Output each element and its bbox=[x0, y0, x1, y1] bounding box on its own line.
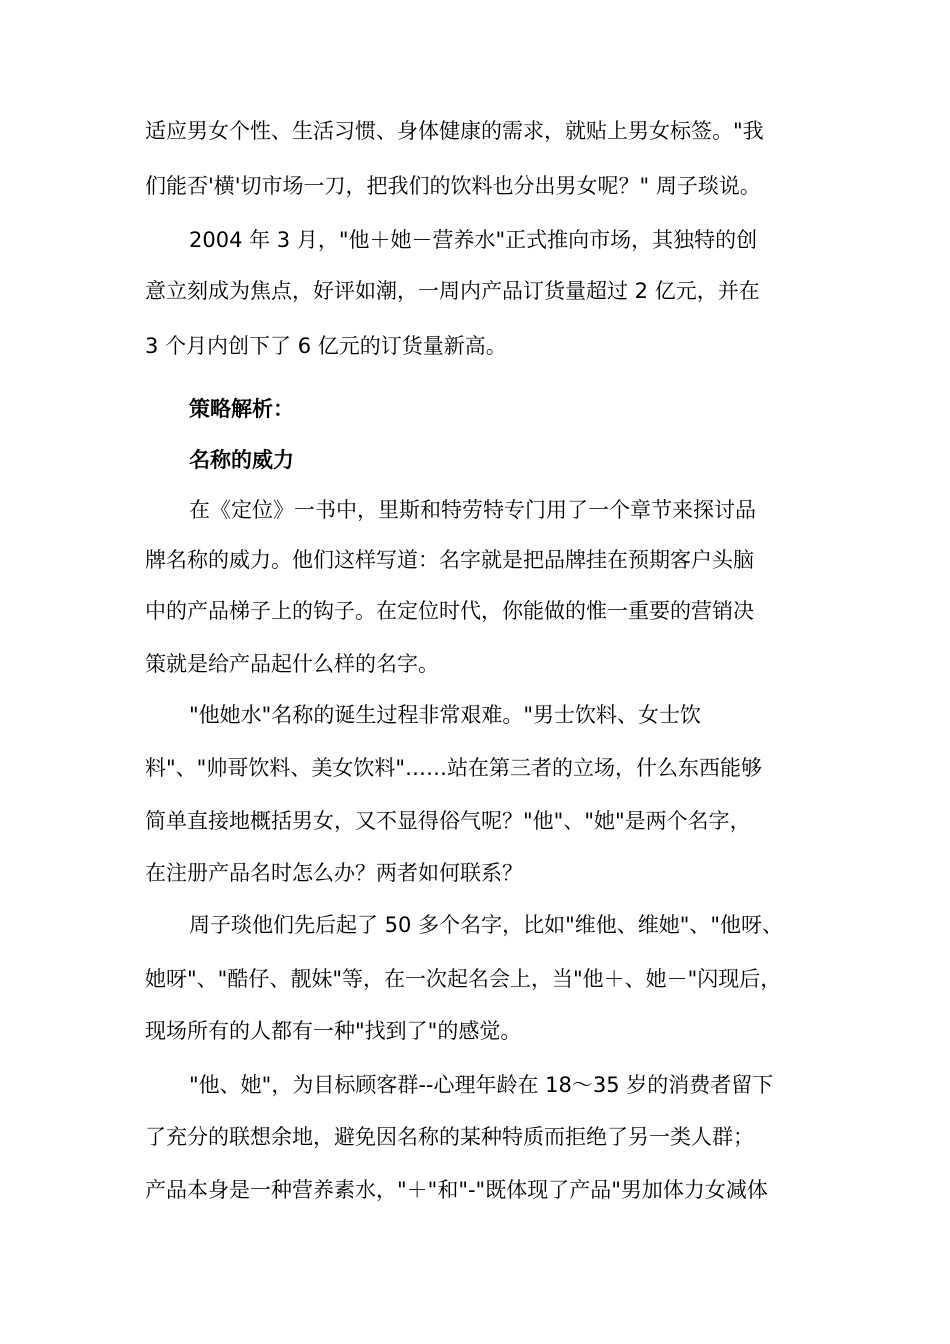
paragraph-start-line: 周子琰他们先后起了 50 多个名字，比如"维他、维她"、"他呀、 bbox=[189, 913, 784, 937]
body-text-line: 们能否'横'切市场一刀，把我们的饮料也分出男女呢？" 周子琰说。 bbox=[145, 174, 761, 198]
paragraph-start-line: 在《定位》一书中，里斯和特劳特专门用了一个章节来探讨品 bbox=[189, 498, 756, 522]
paragraph-start-line: "他她水"名称的诞生过程非常艰难。"男士饮料、女士饮 bbox=[189, 703, 701, 727]
paragraph-start-line: "他、她"，为目标顾客群--心理年龄在 18～35 岁的消费者留下 bbox=[189, 1073, 774, 1097]
body-text-line: 3 个月内创下了 6 亿元的订货量新高。 bbox=[145, 334, 507, 358]
body-text-line: 牌名称的威力。他们这样写道：名字就是把品牌挂在预期客户头脑 bbox=[145, 548, 754, 572]
body-text-line: 策就是给产品起什么样的名字。 bbox=[145, 652, 439, 676]
body-text-line: 简单直接地概括男女，又不显得俗气呢？"他"、"她"是两个名字， bbox=[145, 809, 751, 833]
body-text-line: 她呀"、"酷仔、靓妹"等，在一次起名会上，当"他＋、她－"闪现后， bbox=[145, 967, 782, 991]
section-heading-strategy: 策略解析： bbox=[189, 397, 294, 421]
body-text-line: 适应男女个性、生活习惯、身体健康的需求，就贴上男女标签。"我 bbox=[145, 119, 764, 143]
subheading-name-power: 名称的威力 bbox=[189, 448, 294, 472]
body-text-line: 了充分的联想余地，避免因名称的某种特质而拒绝了另一类人群； bbox=[145, 1125, 754, 1149]
body-text-line: 在注册产品名时怎么办？两者如何联系？ bbox=[145, 861, 523, 885]
body-text-line: 现场所有的人都有一种"找到了"的感觉。 bbox=[145, 1019, 522, 1043]
body-text-line: 产品本身是一种营养素水，"＋"和"-"既体现了产品"男加体力女减体 bbox=[145, 1178, 768, 1202]
paragraph-start-line: 2004 年 3 月，"他＋她－营养水"正式推向市场，其独特的创 bbox=[189, 228, 758, 252]
body-text-line: 料"、"帅哥饮料、美女饮料"……站在第三者的立场，什么东西能够 bbox=[145, 756, 762, 780]
body-text-line: 意立刻成为焦点，好评如潮，一周内产品订货量超过 2 亿元，并在 bbox=[145, 279, 760, 303]
body-text-line: 中的产品梯子上的钩子。在定位时代，你能做的惟一重要的营销决 bbox=[145, 599, 754, 623]
